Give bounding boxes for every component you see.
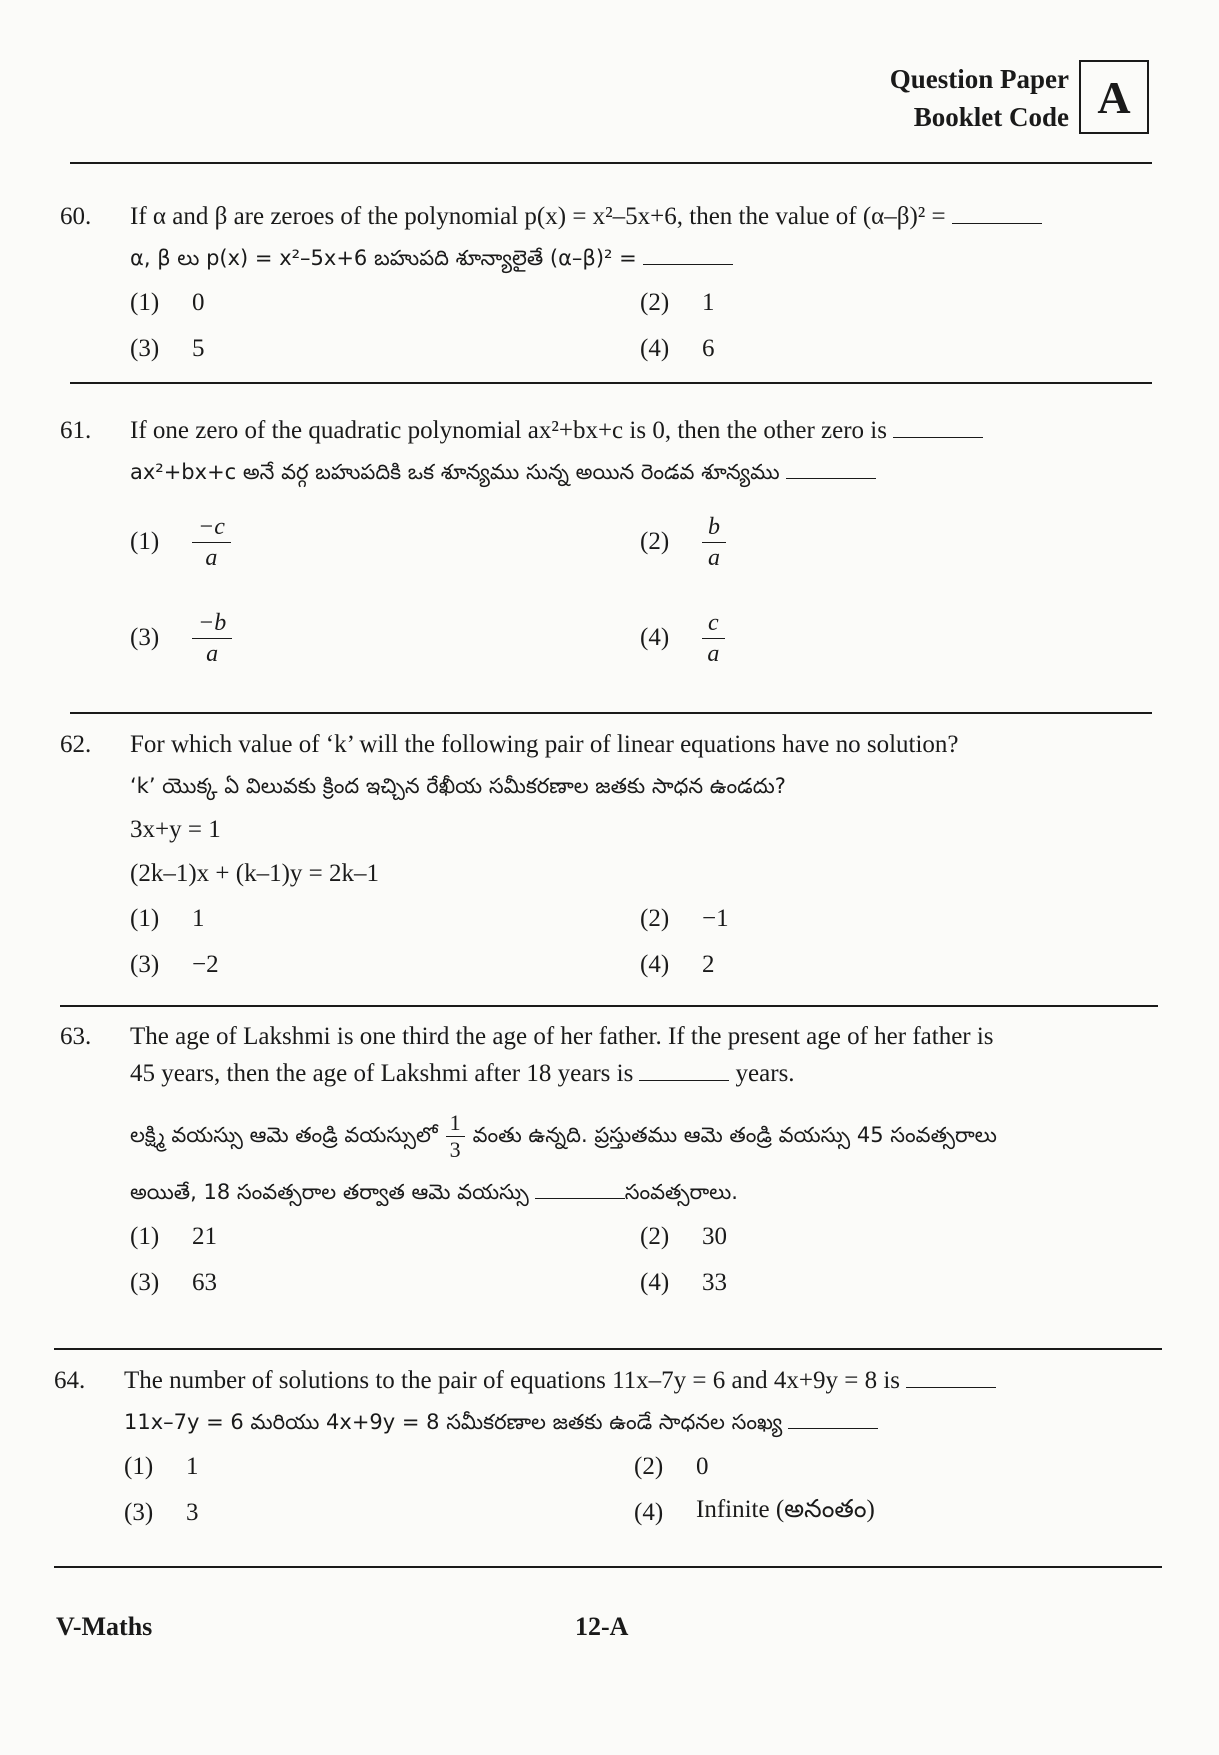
divider bbox=[54, 1348, 1162, 1350]
answer-blank bbox=[952, 223, 1042, 224]
option-4: (4) Infinite (అనంతం) bbox=[634, 1496, 875, 1526]
option-1: (1) 0 bbox=[130, 289, 205, 316]
option-3: (3) 63 bbox=[130, 1269, 217, 1296]
question-text-english: If α and β are zeroes of the polynomial p(x) = x²–5x+6, then the value of (α–β)² = bbox=[130, 203, 946, 230]
fraction: $\frac{-c}{a}$ bbox=[192, 512, 231, 573]
option-2: (2) 1 bbox=[640, 289, 715, 316]
question-text-telugu: ‘k’ యొక్క ఏ విలువకు క్రింద ఇచ్చిన రేఖీయ సమీకరణాల జతకు సాధన ఉండదు? bbox=[130, 774, 786, 798]
option-2: (2) −1 bbox=[640, 905, 729, 932]
question-61 bbox=[60, 412, 1160, 686]
question-text-english: For which value of ‘k’ will the following pair of linear equations have no solution? bbox=[130, 731, 959, 758]
booklet-label bbox=[890, 60, 1069, 136]
option-3: (3) 3 bbox=[124, 1499, 199, 1526]
equation-1: 3x+y = 1 bbox=[130, 816, 221, 843]
answer-blank bbox=[639, 1080, 729, 1081]
option-4: (4) 6 bbox=[640, 335, 715, 362]
question-text-telugu-line2: అయితే, 18 సంవత్సరాల తర్వాత ఆమె వయస్సు bbox=[130, 1180, 529, 1204]
option-3: (3) $\frac{-b}{a}$ bbox=[130, 608, 640, 669]
divider bbox=[60, 1005, 1158, 1007]
fraction: $\frac{c}{a}$ bbox=[702, 608, 725, 669]
booklet-code-box bbox=[890, 60, 1149, 136]
question-60 bbox=[60, 198, 1160, 372]
option-3: (3) −2 bbox=[130, 951, 219, 978]
option-1: (1) 21 bbox=[130, 1223, 217, 1250]
fraction: $\frac{1}{3}$ bbox=[446, 1110, 465, 1163]
question-number: 63. bbox=[60, 1023, 92, 1050]
option-2: (2) $\frac{b}{a}$ bbox=[640, 512, 1150, 573]
question-text-english-line2: 45 years, then the age of Lakshmi after 18 years is bbox=[130, 1060, 634, 1087]
answer-blank bbox=[643, 264, 733, 265]
equation-2: (2k–1)x + (k–1)y = 2k–1 bbox=[130, 860, 379, 887]
question-number: 60. bbox=[60, 203, 92, 230]
booklet-label-line1: Question Paper bbox=[889, 64, 1069, 94]
option-1: (1) $\frac{-c}{a}$ bbox=[130, 512, 640, 573]
question-text-english: If one zero of the quadratic polynomial ax²+bx+c is 0, then the other zero is bbox=[130, 417, 887, 444]
question-number: 62. bbox=[60, 731, 92, 758]
option-4: (4) $\frac{c}{a}$ bbox=[640, 608, 1150, 669]
answer-blank bbox=[893, 437, 983, 438]
option-3: (3) 5 bbox=[130, 335, 205, 362]
option-4: (4) 2 bbox=[640, 951, 715, 978]
answer-blank bbox=[906, 1387, 996, 1388]
footer-page-number: 12-A bbox=[575, 1612, 629, 1641]
question-number: 64. bbox=[54, 1367, 86, 1394]
option-2: (2) 0 bbox=[634, 1453, 709, 1480]
question-64 bbox=[54, 1362, 1164, 1536]
option-2: (2) 30 bbox=[640, 1223, 727, 1250]
divider bbox=[70, 382, 1152, 384]
option-1: (1) 1 bbox=[124, 1453, 199, 1480]
booklet-label-line2: Booklet Code bbox=[913, 102, 1069, 132]
footer-subject: V-Maths bbox=[56, 1612, 153, 1641]
question-text-telugu: ax²+bx+c అనే వర్గ బహుపదికి ఒక శూన్యము సున్న అయిన రెండవ శూన్యము bbox=[130, 460, 780, 484]
booklet-code: A bbox=[1079, 60, 1149, 134]
question-number: 61. bbox=[60, 417, 92, 444]
divider bbox=[70, 712, 1152, 714]
divider bbox=[54, 1566, 1162, 1568]
option-4: (4) 33 bbox=[640, 1269, 727, 1296]
question-text-english: The number of solutions to the pair of equations 11x–7y = 6 and 4x+9y = 8 is bbox=[124, 1367, 900, 1394]
option-1: (1) 1 bbox=[130, 905, 205, 932]
fraction: $\frac{-b}{a}$ bbox=[192, 608, 232, 669]
answer-blank bbox=[786, 478, 876, 479]
question-text-english-line1: The age of Lakshmi is one third the age of her father. If the present age of her father is bbox=[130, 1023, 994, 1050]
divider bbox=[70, 162, 1152, 164]
question-63: 63. The age of Lakshmi is one third the age of her father. If the present age of her father is 45 years, then the age of Lakshmi after 18 years is years. లక్ష్మి వయస్సు ఆమె తండ్రి వయస్సులో $\frac{1}{3}$ వంతు ఉన్నది. ప్రస్తుతము ఆమె తండ్రి వయస్సు 45 సంవత్సరాలు అయితే, 18 సంవత్సరాల తర్వాత ఆమె వయస్సు సంవత్సరాలు. (1) 21 (2) 30 (3) 63 (4) 33 bbox=[60, 1018, 1170, 1306]
question-text-telugu: 11x–7y = 6 మరియు 4x+9y = 8 సమీకరణాల జతకు ఉండే సాధనల సంఖ్య bbox=[124, 1410, 783, 1434]
question-text-telugu-line1: లక్ష్మి వయస్సు ఆమె తండ్రి వయస్సులో bbox=[130, 1123, 438, 1147]
answer-blank bbox=[788, 1428, 878, 1429]
answer-blank bbox=[535, 1198, 625, 1199]
fraction: $\frac{b}{a}$ bbox=[702, 512, 726, 573]
question-text-telugu: α, β లు p(x) = x²–5x+6 బహుపది శూన్యాలైతే (α–β)² = bbox=[130, 246, 637, 270]
question-62 bbox=[60, 726, 1160, 988]
